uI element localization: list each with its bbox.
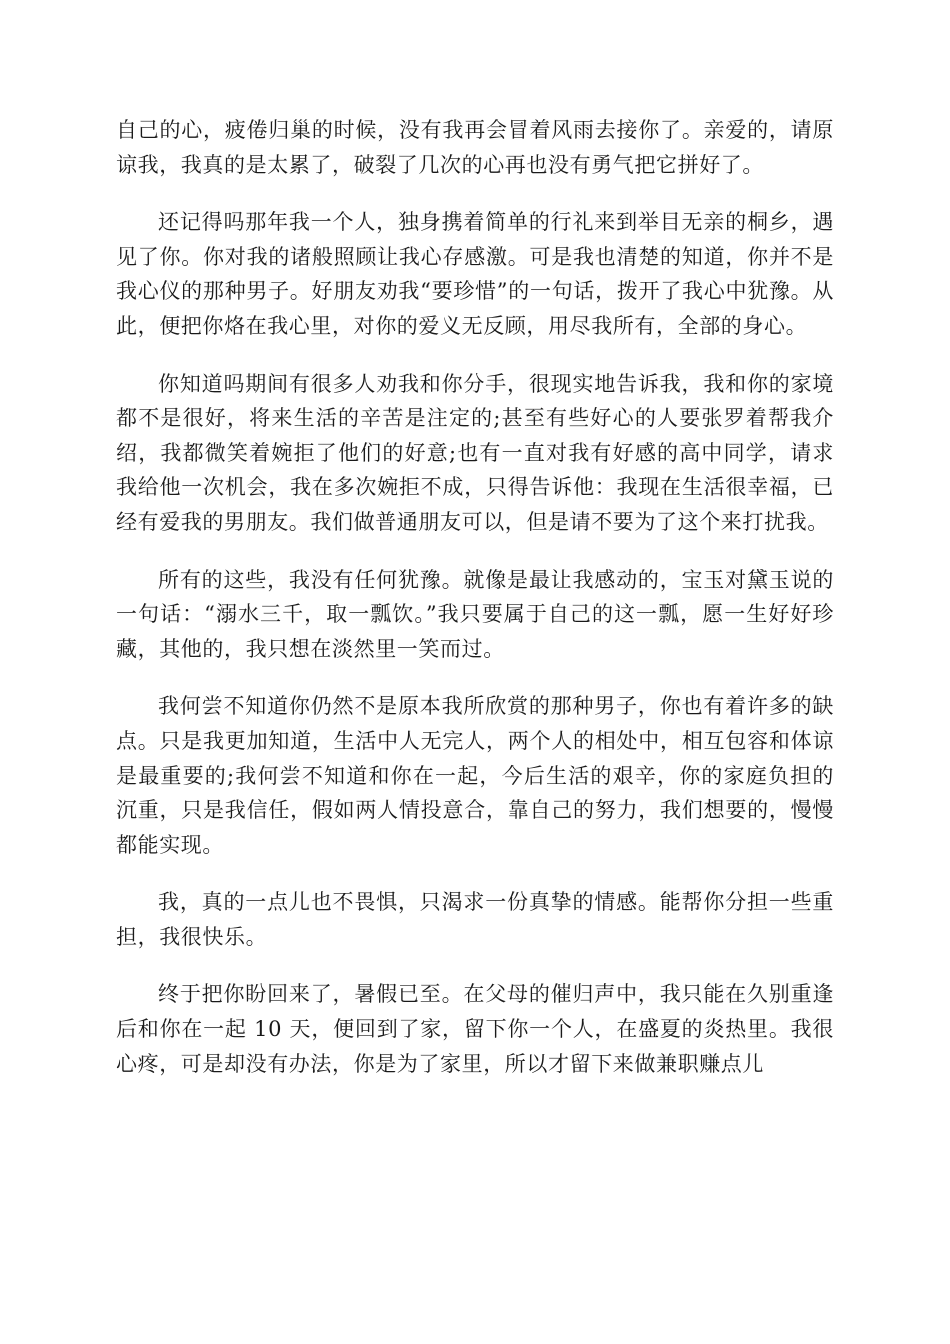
paragraph-4: 所有的这些，我没有任何犹豫。就像是最让我感动的，宝玉对黛玉说的一句话：“溺水三千，取一瓢饮。”我只要属于自己的这一瓢，愿一生好好珍藏，其他的，我只想在淡然里一笑而过。 bbox=[116, 567, 834, 661]
paragraph-5: 我何尝不知道你仍然不是原本我所欣赏的那种男子，你也有着许多的缺点。只是我更加知道，生活中人无完人，两个人的相处中，相互包容和体谅是最重要的;我何尝不知道和你在一起，今后生活的艰辛，你的家庭负担的沉重，只是我信任，假如两人情投意合，靠自己的努力，我们想要的，慢慢都能实现。 bbox=[116, 694, 834, 857]
paragraph-6: 我，真的一点儿也不畏惧，只渴求一份真挚的情感。能帮你分担一些重担，我很快乐。 bbox=[116, 890, 834, 949]
paragraph-3: 你知道吗期间有很多人劝我和你分手，很现实地告诉我，我和你的家境都不是很好，将来生活的辛苦是注定的;甚至有些好心的人要张罗着帮我介绍，我都微笑着婉拒了他们的好意;也有一直对我有好感的高中同学，请求我给他一次机会，我在多次婉拒不成，只得告诉他：我现在生活很幸福，已经有爱我的男朋友。我们做普通朋友可以，但是请不要为了这个来打扰我。 bbox=[116, 371, 834, 534]
document-body bbox=[116, 113, 834, 1104]
paragraph-1: 自己的心，疲倦归巢的时候，没有我再会冒着风雨去接你了。亲爱的，请原谅我，我真的是太累了，破裂了几次的心再也没有勇气把它拼好了。 bbox=[116, 118, 834, 177]
paragraph-2: 还记得吗那年我一个人，独身携着简单的行礼来到举目无亲的桐乡，遇见了你。你对我的诸般照顾让我心存感激。可是我也清楚的知道，你并不是我心仪的那种男子。好朋友劝我“要珍惜”的一句话，拨开了我心中犹豫。从此，便把你烙在我心里，对你的爱义无反顾，用尽我所有，全部的身心。 bbox=[116, 210, 834, 338]
paragraph-7: 终于把你盼回来了，暑假已至。在父母的催归声中，我只能在久别重逢后和你在一起 10 天，便回到了家，留下你一个人，在盛夏的炎热里。我很心疼，可是却没有办法，你是为了家里，所以才留下来做兼职赚点儿 bbox=[116, 982, 834, 1076]
